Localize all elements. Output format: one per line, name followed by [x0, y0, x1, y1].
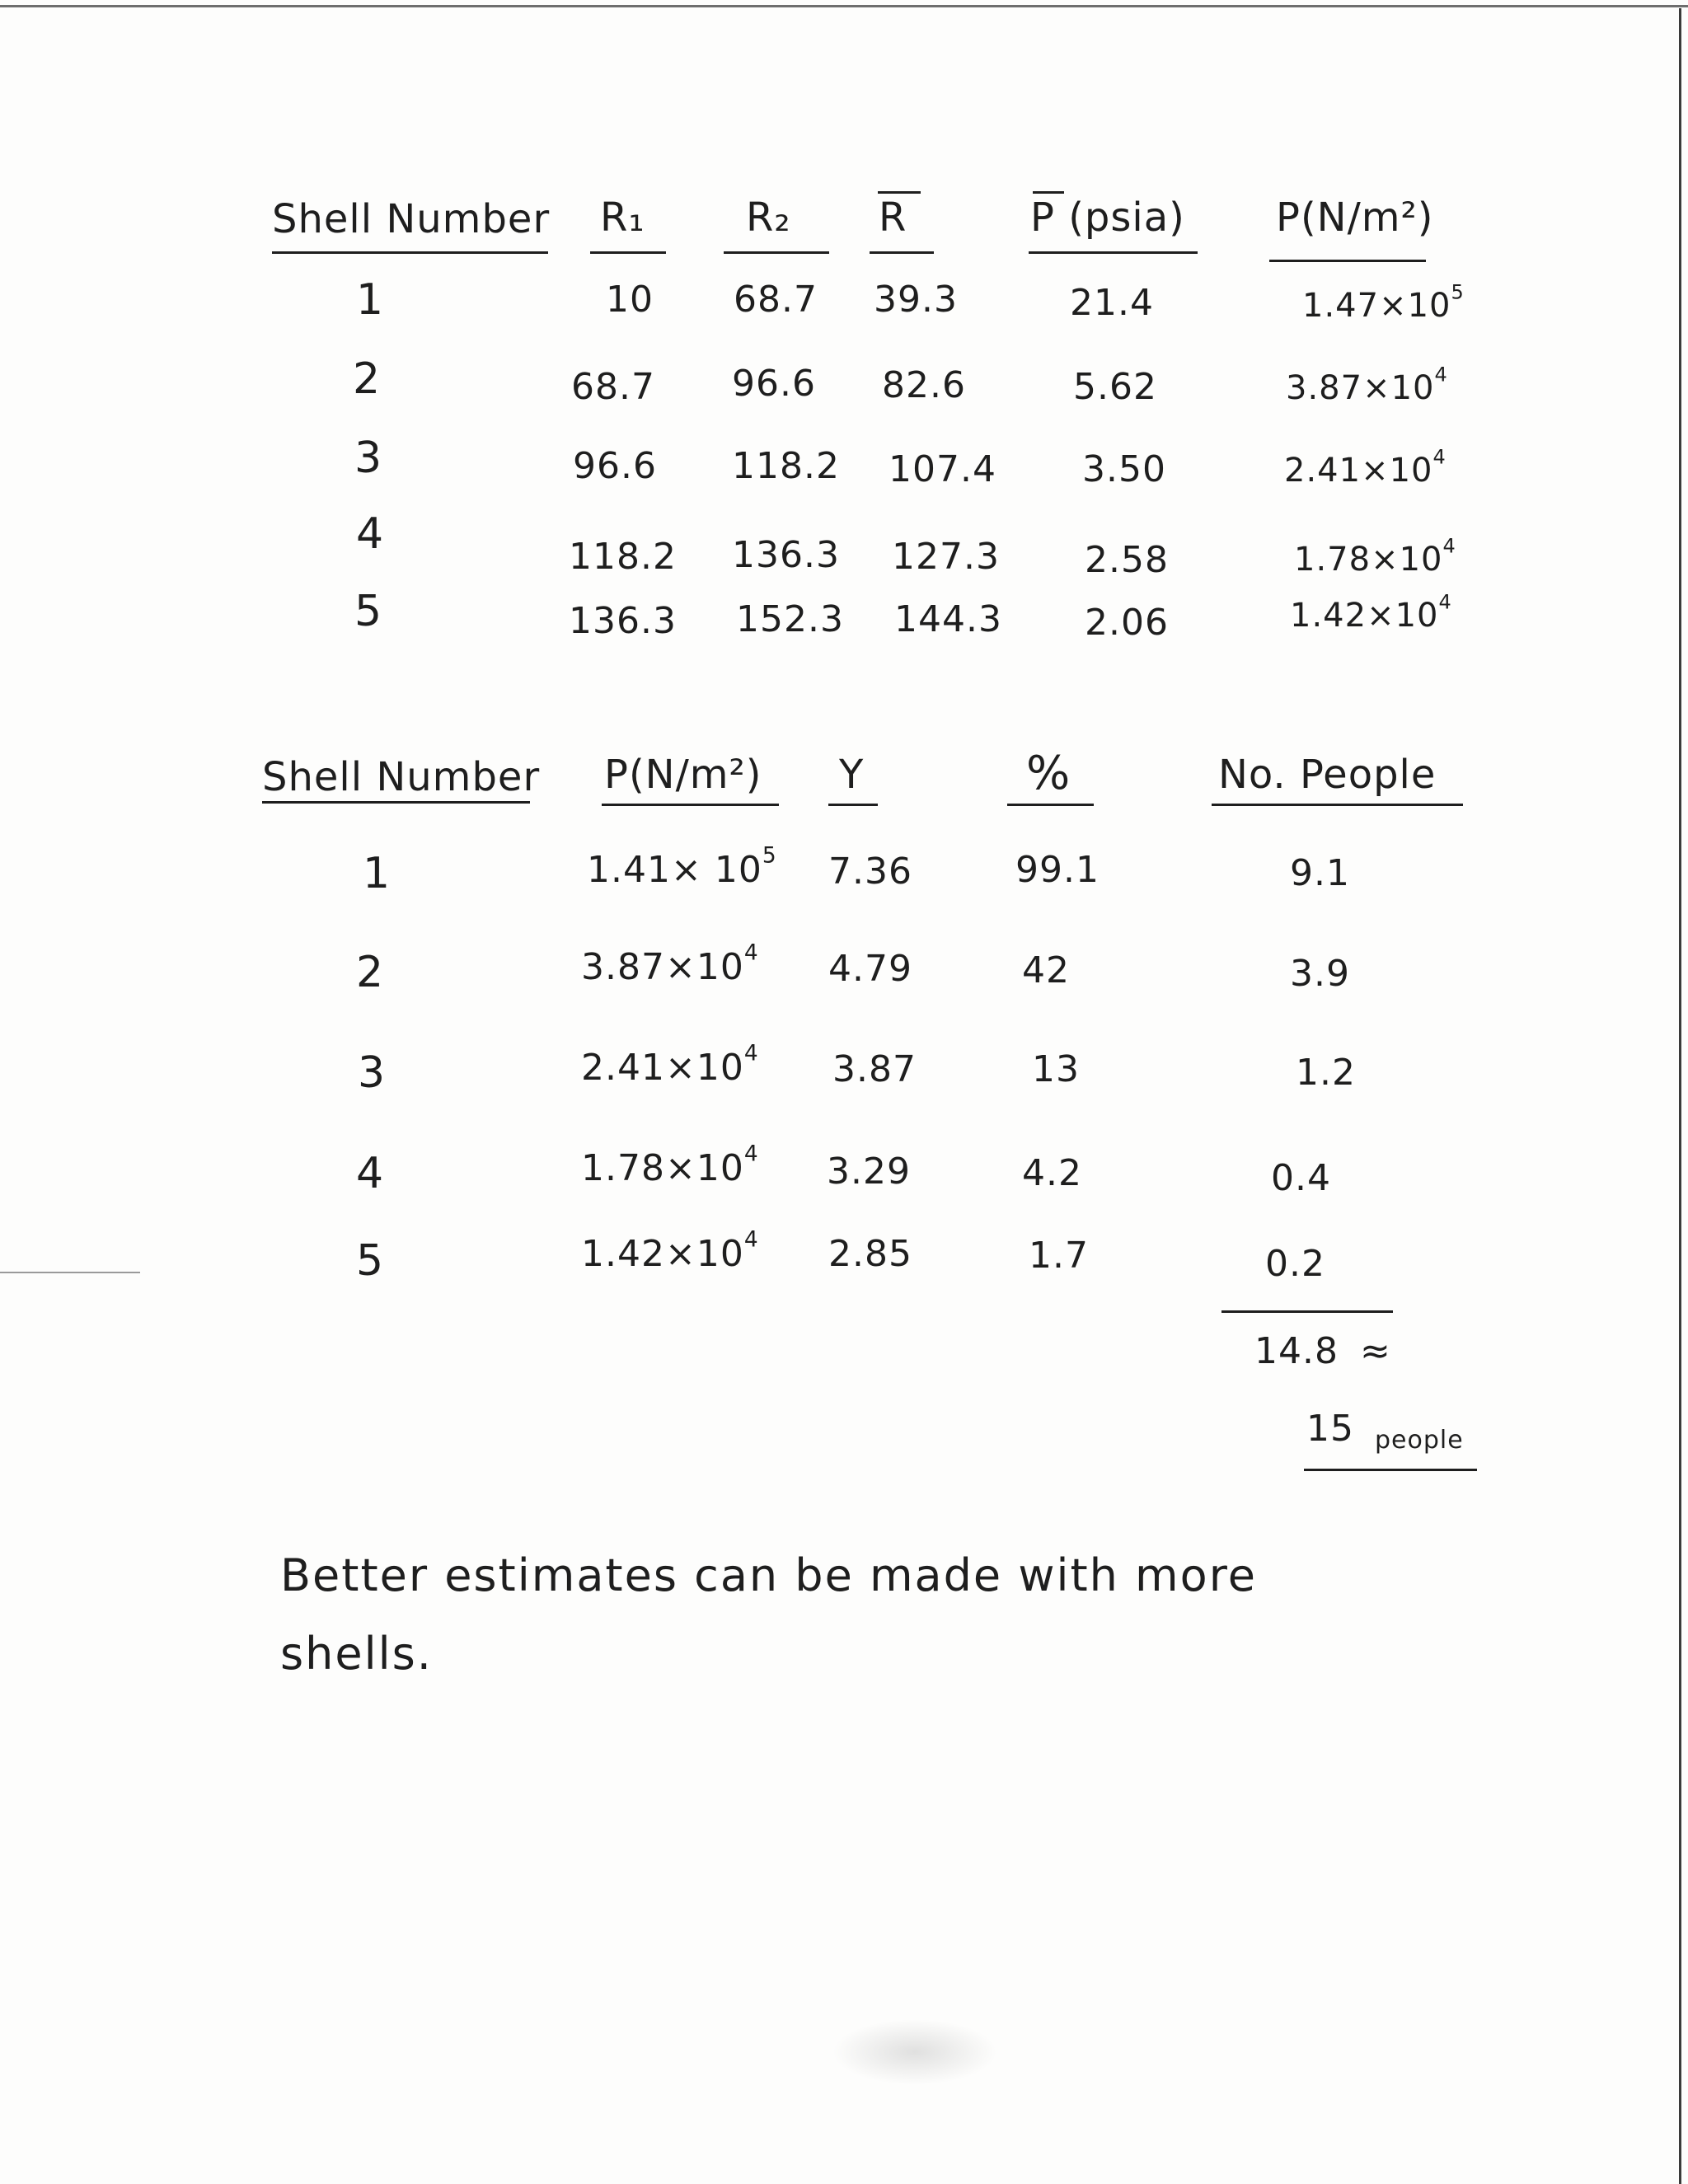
t2-cell-percent: 4.2	[1022, 1152, 1082, 1194]
t1-cell-pbar: 5.62	[1073, 366, 1157, 408]
t1-cell-r2: 136.3	[732, 534, 840, 576]
approx-symbol: ≈	[1360, 1330, 1391, 1372]
t1-cell-pbar: 2.58	[1085, 539, 1169, 581]
t1-cell-p: $3.87\times 10^4$	[1286, 363, 1448, 407]
t2-cell-p: $1.42\times 10^4$	[581, 1226, 759, 1275]
t2-cell-shell: 3	[358, 1048, 387, 1098]
t1-cell-rbar: 127.3	[892, 536, 1000, 578]
t1-cell-shell: 4	[356, 509, 385, 559]
t2-header-percent: %	[1026, 747, 1071, 800]
smudge-mark	[832, 2019, 997, 2085]
t2-cell-percent: 99.1	[1015, 849, 1100, 891]
t2-cell-people: 0.4	[1271, 1157, 1331, 1199]
t1-header-rbar: R	[879, 194, 907, 241]
t1-header-shell-underline	[272, 251, 548, 254]
t1-cell-shell: 5	[354, 587, 383, 636]
t2-cell-shell: 2	[356, 948, 385, 997]
t1-cell-rbar: 107.4	[889, 448, 996, 490]
t1-header-pbar-underline	[1029, 251, 1198, 254]
t2-cell-shell: 5	[356, 1236, 385, 1286]
t2-cell-people: 3.9	[1290, 953, 1350, 995]
t2-header-no-people: No. People	[1218, 752, 1437, 798]
scan-left-mark	[0, 1272, 140, 1273]
scan-top-edge	[0, 5, 1688, 7]
t1-header-p-nm2: P(N/m²)	[1276, 194, 1434, 241]
t2-cell-shell: 1	[363, 849, 392, 898]
t2-cell-shell: 4	[356, 1149, 385, 1198]
t2-header-p-underline	[602, 804, 779, 806]
t1-header-r1-underline	[590, 251, 666, 254]
t2-header-shell-underline	[262, 801, 530, 804]
t1-header-rbar-underline	[870, 251, 934, 254]
t1-cell-pbar: 2.06	[1085, 602, 1169, 644]
t2-cell-p: $1.78\times 10^4$	[581, 1141, 759, 1189]
t2-cell-y: 4.79	[828, 948, 912, 990]
t1-cell-pbar: 3.50	[1082, 448, 1166, 490]
t1-cell-rbar: 39.3	[874, 279, 958, 321]
t1-cell-r2: 118.2	[732, 445, 840, 487]
t2-cell-percent: 42	[1022, 949, 1070, 991]
t1-header-r1: R₁	[600, 194, 645, 241]
t1-cell-shell: 3	[354, 434, 383, 483]
t2-header-percent-underline	[1007, 804, 1094, 806]
t2-cell-y: 2.85	[828, 1233, 912, 1275]
total-value: 14.8	[1254, 1330, 1339, 1372]
t2-cell-p: $3.87\times 10^4$	[581, 940, 759, 988]
rounded-underline	[1304, 1469, 1477, 1471]
t1-header-pbar: P (psia)	[1030, 194, 1185, 241]
t1-cell-r2: 68.7	[734, 279, 818, 321]
t2-header-y-underline	[828, 804, 878, 806]
t2-cell-percent: 1.7	[1029, 1235, 1089, 1277]
t2-header-y: Y	[839, 752, 865, 798]
t1-cell-shell: 2	[353, 354, 382, 404]
t1-cell-r1: 10	[606, 279, 654, 321]
rounded-unit: people	[1375, 1426, 1464, 1455]
t1-header-rbar-overbar	[878, 191, 921, 194]
total-rule	[1221, 1310, 1393, 1313]
t2-header-shell-number: Shell Number	[262, 754, 541, 800]
t1-header-p-underline	[1269, 260, 1426, 262]
t1-cell-rbar: 144.3	[894, 598, 1002, 640]
t2-cell-people: 1.2	[1296, 1052, 1356, 1094]
t1-cell-r1: 68.7	[571, 366, 655, 408]
t2-cell-percent: 13	[1032, 1048, 1080, 1090]
note-line-2: shells.	[280, 1628, 433, 1680]
t1-header-r2: R₂	[746, 194, 791, 241]
t2-cell-p: $2.41\times 10^4$	[581, 1040, 759, 1089]
t2-cell-people: 9.1	[1290, 852, 1350, 894]
t2-header-people-underline	[1212, 804, 1463, 806]
note-line-1: Better estimates can be made with more	[280, 1549, 1257, 1601]
t1-cell-rbar: 82.6	[882, 364, 966, 406]
t1-cell-p: $1.42\times 10^4$	[1290, 590, 1452, 635]
t2-header-p-nm2: P(N/m²)	[604, 752, 762, 798]
t1-header-r2-underline	[724, 251, 829, 254]
t2-cell-y: 3.29	[827, 1151, 911, 1193]
t1-cell-p: $1.78\times 10^4$	[1294, 534, 1456, 579]
t1-cell-r1: 96.6	[573, 445, 657, 487]
t1-header-shell-number: Shell Number	[272, 196, 551, 242]
t1-header-pbar-overbar	[1033, 191, 1064, 194]
t2-cell-y: 7.36	[828, 851, 912, 893]
t1-cell-pbar: 21.4	[1070, 282, 1154, 324]
t1-cell-p: $2.41\times 10^4$	[1284, 445, 1447, 490]
t1-cell-p: $1.47\times 10^5$	[1302, 280, 1465, 325]
t2-cell-p: $1.41\times 10^5$	[587, 842, 777, 891]
t1-cell-r2: 152.3	[736, 598, 844, 640]
t1-cell-r2: 96.6	[732, 363, 816, 405]
t1-cell-r1: 136.3	[569, 600, 677, 642]
t1-cell-r1: 118.2	[569, 536, 677, 578]
scan-right-edge	[1679, 8, 1681, 2184]
t2-cell-people: 0.2	[1265, 1243, 1325, 1285]
t2-cell-y: 3.87	[832, 1048, 917, 1090]
t1-cell-shell: 1	[356, 275, 385, 325]
rounded-value: 15	[1306, 1408, 1354, 1450]
